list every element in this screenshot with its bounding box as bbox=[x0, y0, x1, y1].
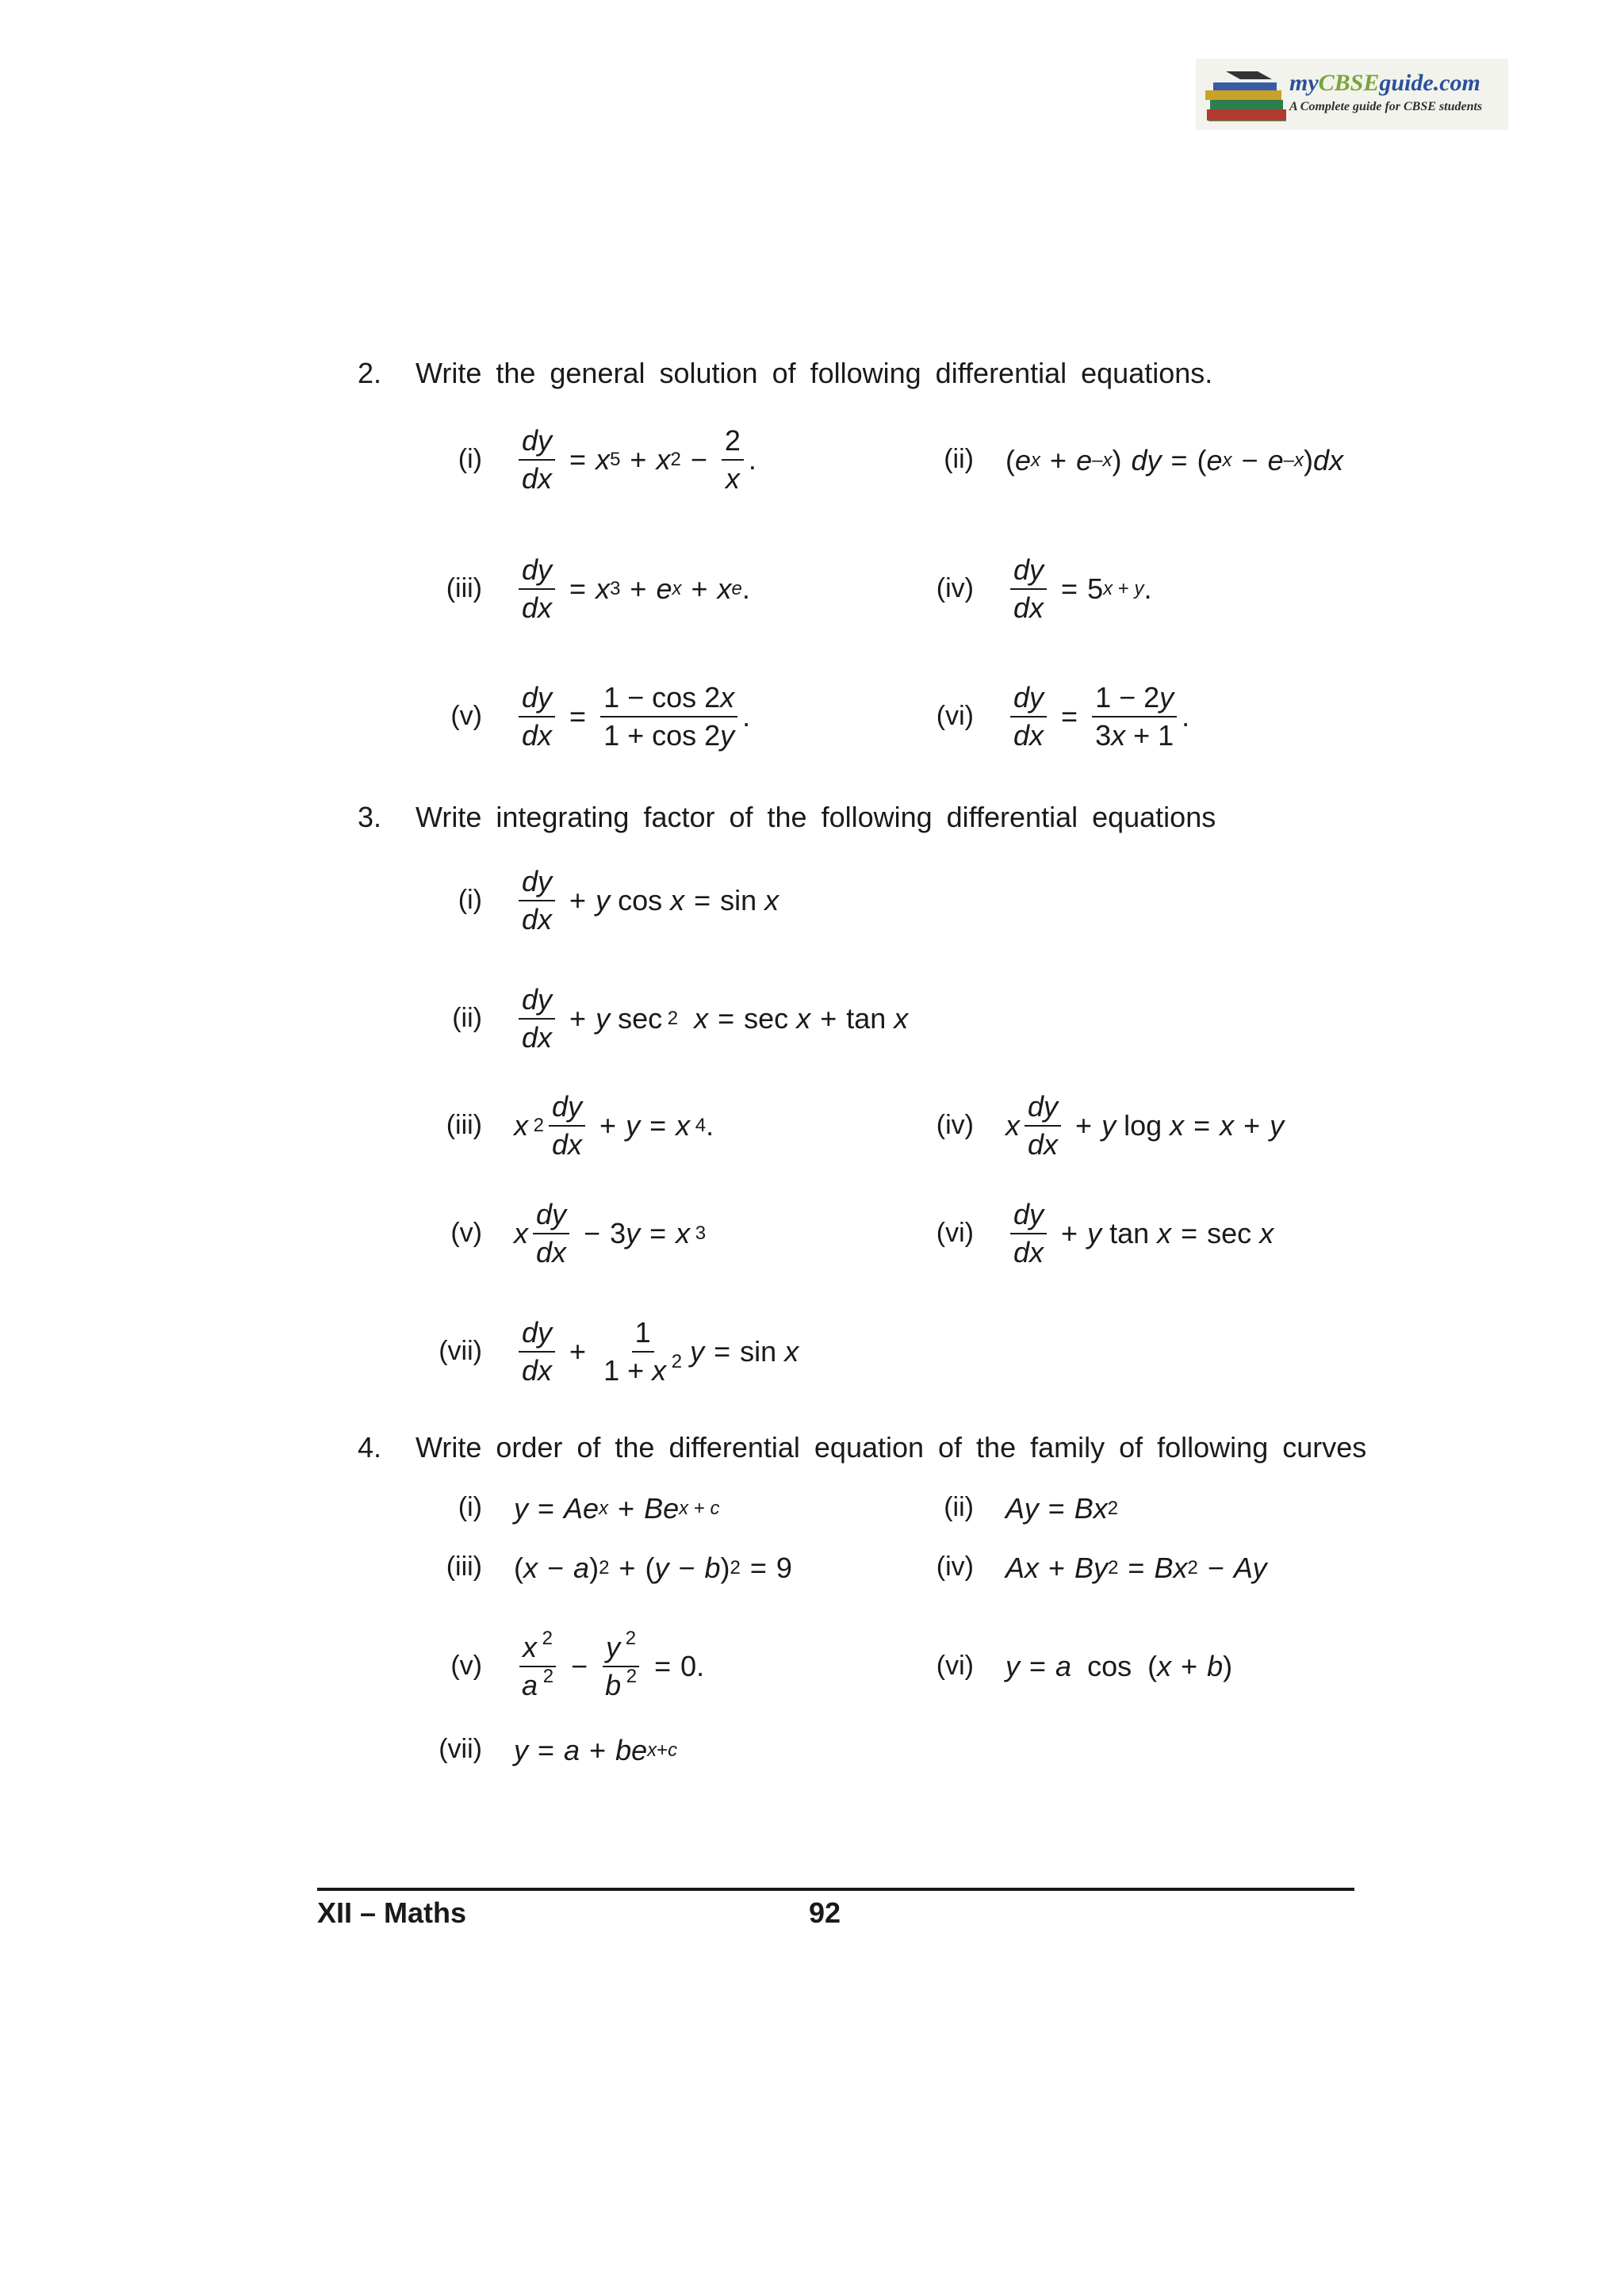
q4-equation-i: y = Ae x + Be x + c bbox=[514, 1492, 720, 1525]
q2-item-label: (iv) bbox=[936, 573, 974, 603]
q3-equation-vi: $\frac{dy}{dx}$ + y tan x = sec x bbox=[1005, 1190, 1274, 1277]
logo-brand: myCBSEguide.com bbox=[1289, 70, 1480, 96]
q4-item-label: (vi) bbox=[936, 1651, 974, 1681]
q4-item-label: (vii) bbox=[439, 1734, 482, 1764]
q2-equation-ii: ( e x + e –x ) dy = ( e x − e –x ) dx bbox=[1005, 444, 1343, 476]
q2-equation-v: $\frac{dy}{dx}$ = $\frac{1 - \cos 2x}{1 + \cos 2y}$ . bbox=[514, 673, 750, 760]
q3-item-label: (v) bbox=[450, 1218, 482, 1248]
question-4-number: 4. bbox=[358, 1431, 382, 1464]
q2-item-label: (v) bbox=[450, 701, 482, 731]
q3-equation-iii: x 2 $\frac{dy}{dx}$ + y = x 4 . bbox=[514, 1090, 714, 1161]
q4-equation-vii: y = a + be x+c bbox=[514, 1734, 678, 1766]
q4-equation-iii: ( x − a ) 2 + ( y − b ) 2 = 9 bbox=[514, 1552, 792, 1584]
q3-equation-ii: $\frac{dy}{dx}$ + y sec 2 x = sec x + tan x bbox=[514, 975, 908, 1062]
q3-item-label: (vi) bbox=[936, 1218, 974, 1248]
q2-equation-iv: $\frac{dy}{dx}$ = 5 x + y . bbox=[1005, 545, 1151, 633]
footer-rule bbox=[317, 1888, 1354, 1891]
q2-equation-i: $\frac{dy}{dx}$ = x 5 + x 2 − $\frac{2}{x}$ . bbox=[514, 416, 756, 503]
question-2-number: 2. bbox=[358, 357, 382, 389]
q4-item-label: (iv) bbox=[936, 1552, 974, 1582]
question-3-text: Write integrating factor of the following differential equations bbox=[416, 801, 1216, 833]
q3-equation-v: x $\frac{dy}{dx}$ − 3 y = x 3 bbox=[514, 1198, 707, 1269]
q3-item-label: (i) bbox=[458, 885, 482, 915]
q4-equation-v: $\frac{x ^2}{a ^2}$ − $\frac{y ^2}{b ^2}$ = 0. bbox=[514, 1623, 704, 1710]
q4-item-label: (v) bbox=[450, 1651, 482, 1681]
q4-equation-vi: y = a cos ( x + b ) bbox=[1005, 1650, 1233, 1682]
question-3-number: 3. bbox=[358, 801, 382, 833]
books-icon bbox=[1202, 70, 1294, 127]
q2-item-label: (iii) bbox=[446, 573, 482, 603]
footer-subject: XII – Maths bbox=[317, 1896, 467, 1929]
q3-equation-iv: x $\frac{dy}{dx}$ + y log x = x + y bbox=[1005, 1090, 1285, 1161]
site-logo bbox=[1196, 59, 1508, 130]
q3-item-label: (iv) bbox=[936, 1110, 974, 1140]
q4-item-label: (i) bbox=[458, 1492, 482, 1522]
logo-tagline: A Complete guide for CBSE students bbox=[1289, 100, 1483, 113]
q4-equation-ii: Ay = Bx 2 bbox=[1005, 1492, 1119, 1525]
q2-item-label: (vi) bbox=[936, 701, 974, 731]
q3-equation-i: $\frac{dy}{dx}$ + y cos x = sin x bbox=[514, 857, 779, 944]
q4-item-label: (ii) bbox=[944, 1492, 974, 1522]
page-number: 92 bbox=[809, 1896, 841, 1929]
q3-item-label: (ii) bbox=[452, 1003, 482, 1033]
q2-item-label: (ii) bbox=[944, 444, 974, 474]
q2-equation-vi: $\frac{dy}{dx}$ = $\frac{1 - 2y}{3x + 1}$ . bbox=[1005, 673, 1189, 760]
q2-equation-iii: $\frac{dy}{dx}$ = x 3 + e x + x e . bbox=[514, 545, 750, 633]
q3-equation-vii: $\frac{dy}{dx}$ + $\frac{1}{1 + x ^2}$ y = sin x bbox=[514, 1308, 799, 1395]
question-4-text: Write order of the differential equation of the family of following curves bbox=[416, 1431, 1367, 1464]
q4-equation-iv: Ax + By 2 = Bx 2 − Ay bbox=[1005, 1552, 1267, 1584]
q3-item-label: (vii) bbox=[439, 1336, 482, 1366]
question-2-text: Write the general solution of following differential equations. bbox=[416, 357, 1213, 389]
q3-item-label: (iii) bbox=[446, 1110, 482, 1140]
q2-item-label: (i) bbox=[458, 444, 482, 474]
q4-item-label: (iii) bbox=[446, 1552, 482, 1582]
